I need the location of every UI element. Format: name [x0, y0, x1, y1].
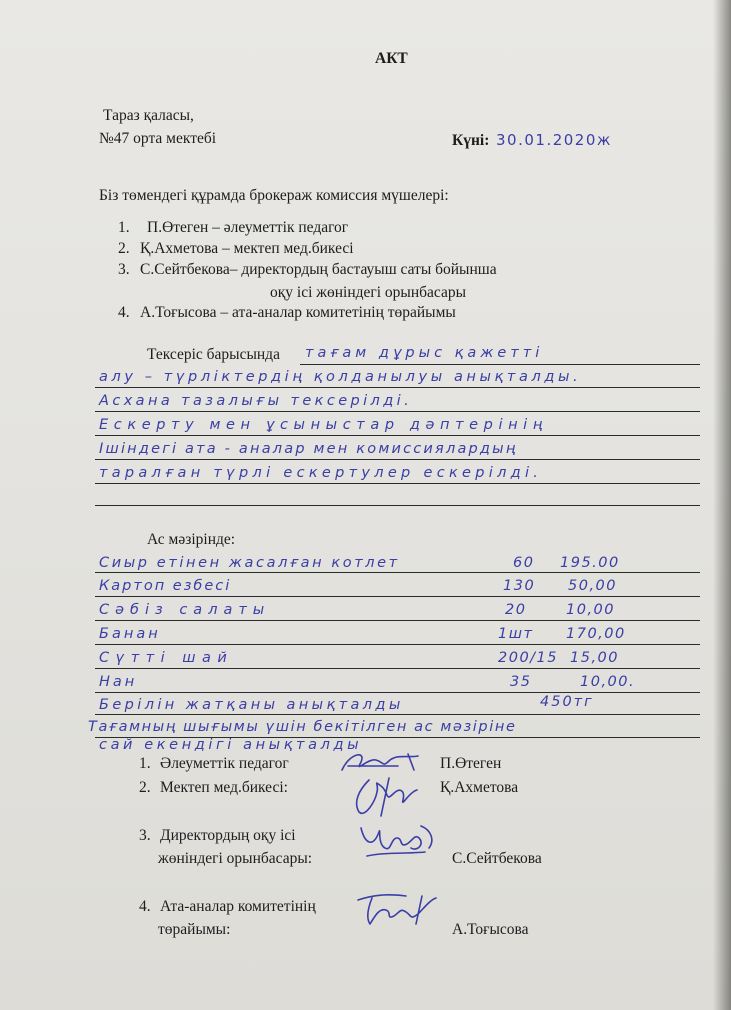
- member-item: П.Өтеген – әлеуметтік педагог: [147, 219, 349, 236]
- form-line: [95, 596, 700, 597]
- handwritten-signature: [355, 818, 440, 862]
- signature-name: А.Тоғысова: [452, 921, 529, 938]
- inspection-handwriting: Ішіндегі ата - аналар мен комиссиялардың: [99, 441, 518, 457]
- date-label: Күні:: [452, 132, 490, 149]
- inspection-handwriting: алу – түрліктердің қолданылуы анықталды.: [99, 369, 582, 385]
- form-line: [300, 364, 700, 365]
- member-number: 1.: [118, 219, 130, 236]
- menu-item-qty: 200/15: [498, 650, 559, 666]
- date-value: 30.01.2020ж: [496, 131, 612, 149]
- form-line: [95, 459, 700, 460]
- member-number: 3.: [118, 261, 130, 278]
- signature-role: Мектеп мед.бикесі:: [160, 779, 288, 796]
- member-item: Қ.Ахметова – мектеп мед.бикесі: [140, 240, 354, 257]
- member-item: А.Тоғысова – ата-аналар комитетінің төрайымы: [140, 304, 456, 321]
- menu-item-name: Нан: [99, 674, 138, 690]
- inspection-handwriting: Асхана тазалығы тексерілді.: [99, 393, 413, 409]
- signature-number: 2.: [139, 779, 151, 796]
- city-line: Тараз қаласы,: [103, 107, 194, 124]
- signature-role: Әлеуметтік педагог: [160, 755, 289, 772]
- menu-item-name: Картоп езбесі: [99, 578, 232, 594]
- document-title: АКТ: [375, 50, 408, 67]
- menu-item-qty: 1шт: [498, 626, 534, 642]
- member-item: С.Сейтбекова– директордың бастауыш саты бойынша: [140, 261, 497, 278]
- menu-item-qty: 130: [503, 578, 536, 594]
- menu-item-price: 195.00: [560, 555, 620, 571]
- signature-name: П.Өтеген: [440, 755, 502, 772]
- menu-item-price: 10,00: [566, 602, 616, 618]
- menu-item-name: Сәбіз салаты: [99, 602, 271, 618]
- form-line: [95, 411, 700, 412]
- menu-item-price: 10,00.: [580, 674, 636, 690]
- form-line: [95, 435, 700, 436]
- menu-item-price: 170,00: [566, 626, 626, 642]
- menu-item-qty: 20: [505, 602, 527, 618]
- member-number: 2.: [118, 240, 130, 257]
- form-line: [95, 714, 700, 715]
- handwritten-signature: [345, 772, 425, 820]
- commission-intro: Біз төмендегі құрамда брокераж комиссия мүшелері:: [99, 187, 449, 204]
- form-line: [95, 505, 700, 506]
- menu-footer-handwriting: Берілін жатқаны анықталды: [99, 697, 404, 713]
- menu-item-qty: 60: [513, 555, 535, 571]
- member-number: 4.: [118, 304, 130, 321]
- menu-footer-handwriting: сай екендігі анықталды: [99, 737, 363, 753]
- inspection-handwriting: тағам дұрыс қажетті: [305, 345, 544, 361]
- signature-name: Қ.Ахметова: [440, 779, 519, 796]
- menu-item-name: Сүтті шай: [99, 650, 234, 666]
- form-line: [95, 620, 700, 621]
- menu-label: Ас мәзірінде:: [147, 531, 236, 548]
- form-line: [95, 668, 700, 669]
- menu-item-name: Сиыр етінен жасалған котлет: [99, 555, 400, 571]
- handwritten-signature: [350, 890, 445, 930]
- menu-item-qty: 35: [510, 674, 532, 690]
- signature-number: 1.: [139, 755, 151, 772]
- signature-number: 3.: [139, 827, 151, 844]
- menu-item-price: 15,00: [570, 650, 620, 666]
- form-line: [95, 572, 700, 573]
- inspection-handwriting: Ескерту мен ұсыныстар дәптерінің: [99, 417, 548, 433]
- inspection-label: Тексеріс барысында: [147, 346, 280, 363]
- signature-number: 4.: [139, 898, 151, 915]
- member-item-continuation: оқу ісі жөніндегі орынбасары: [270, 284, 467, 301]
- menu-item-name: Банан: [99, 626, 161, 642]
- signature-role-continuation: жөніндегі орынбасары:: [158, 850, 313, 867]
- signature-role-continuation: төрайымы:: [158, 921, 231, 938]
- inspection-handwriting: таралған түрлі ескертулер ескерілді.: [99, 465, 543, 481]
- signature-role: Директордың оқу ісі: [160, 827, 296, 844]
- form-line: [95, 483, 700, 484]
- menu-total-amount: 450тг: [540, 694, 594, 710]
- signature-role: Ата-аналар комитетінің: [160, 898, 316, 915]
- form-line: [95, 644, 700, 645]
- form-line: [95, 387, 700, 388]
- menu-item-price: 50,00: [568, 578, 618, 594]
- signature-name: С.Сейтбекова: [452, 850, 542, 867]
- school-line: №47 орта мектебі: [99, 130, 217, 147]
- form-line: [95, 692, 700, 693]
- menu-footer-handwriting: Тағамның шығымы үшін бекітілген ас мәзіріне: [88, 719, 517, 735]
